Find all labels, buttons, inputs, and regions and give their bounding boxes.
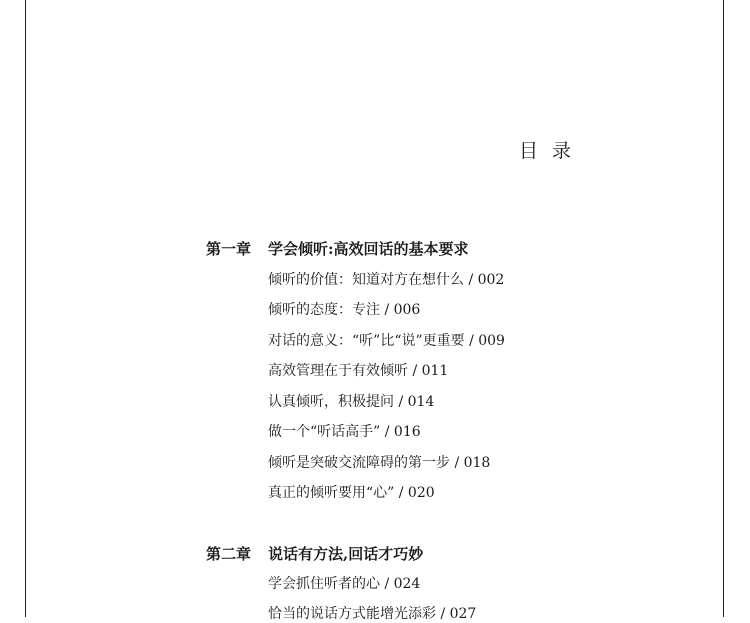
toc-entry: 对话的意义：“听”比“说”更重要 / 009	[268, 333, 505, 349]
toc-entry: 恰当的说话方式能增光添彩 / 027	[268, 606, 477, 622]
toc-title: 目录	[519, 140, 586, 162]
chapter-heading	[206, 543, 423, 564]
page-left-border	[25, 0, 26, 617]
chapter-number: 第二章	[206, 545, 252, 563]
page-right-border	[723, 0, 724, 617]
toc-entry: 高效管理在于有效倾听 / 011	[268, 363, 449, 379]
chapter-title: 学会倾听:高效回话的基本要求	[268, 240, 469, 258]
chapter-heading	[206, 238, 469, 259]
toc-entry: 倾听的价值：知道对方在想什么 / 002	[268, 272, 505, 288]
chapter-title: 说话有方法,回话才巧妙	[268, 545, 424, 563]
toc-entry: 认真倾听，积极提问 / 014	[268, 394, 435, 410]
chapter-number: 第一章	[206, 240, 252, 258]
toc-entry: 做一个“听话高手” / 016	[268, 424, 421, 440]
toc-entry: 真正的倾听要用“心” / 020	[268, 485, 435, 501]
toc-entry: 倾听的态度：专注 / 006	[268, 302, 421, 318]
toc-entry: 学会抓住听者的心 / 024	[268, 576, 421, 592]
toc-entry: 倾听是突破交流障碍的第一步 / 018	[268, 455, 491, 471]
